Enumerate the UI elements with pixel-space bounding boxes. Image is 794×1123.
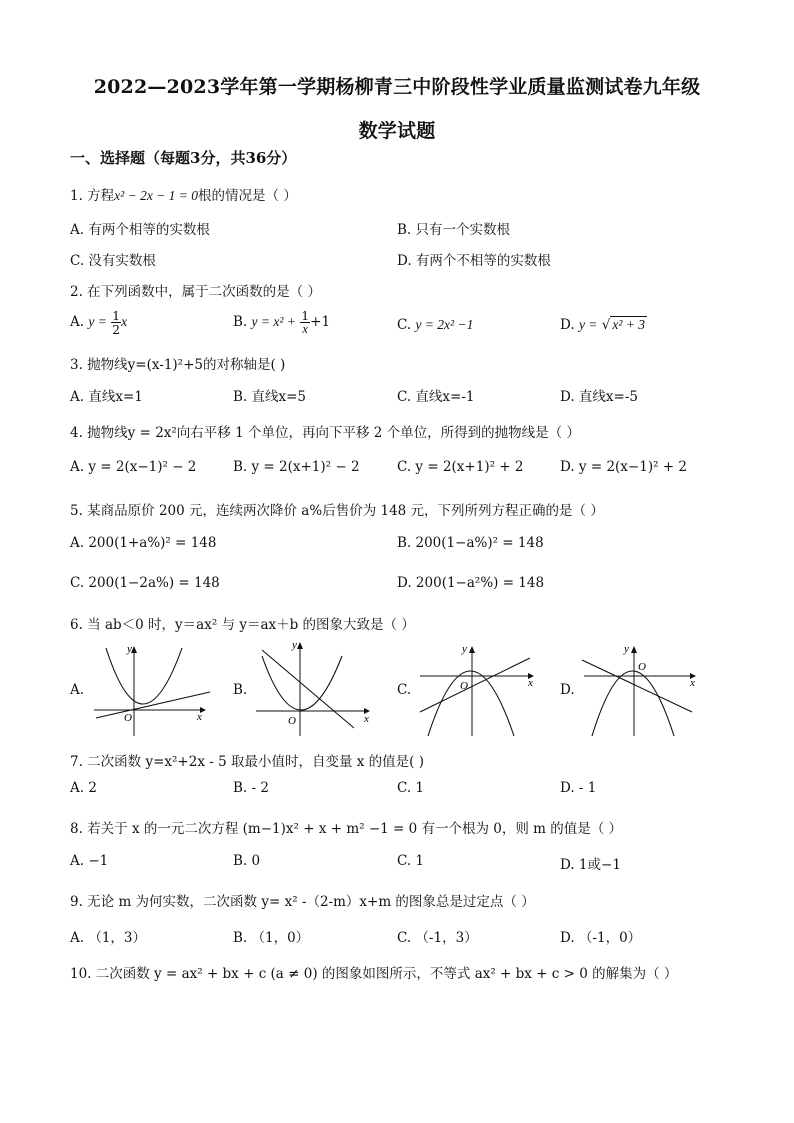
q5-option-b[interactable]: B. 200(1−a%)² = 148 [397,535,544,551]
q6-graph-b[interactable] [250,636,380,740]
question-6-stem: 6. 当 ab＜0 时，y＝ax² 与 y＝ax＋b 的图象大致是（ ） [70,617,415,633]
question-5-stem: 5. 某商品原价 200 元，连续两次降价 a%后售价为 148 元，下列所列方程正确的是（ ） [70,503,604,519]
parabola [106,648,182,704]
y-arrow-icon [469,646,475,653]
line [582,660,692,712]
q7-option-a[interactable]: A. 2 [70,780,97,796]
q8-option-b[interactable]: B. 0 [233,853,261,869]
q6-option-a-label[interactable]: A. [70,682,85,698]
q7-option-d[interactable]: D. - 1 [560,780,597,796]
question-10-stem: 10. 二次函数 y = ax² + bx + c (a ≠ 0) 的图象如图所示，不等式 ax² + bx + c > 0 的解集为（ ） [70,966,678,982]
origin-label: O [124,712,132,724]
q3-option-a[interactable]: A. 直线x=1 [70,389,143,405]
q1-option-b[interactable]: B. 只有一个实数根 [397,222,511,238]
q2-option-a[interactable]: A. y = $\frac{1}{2}$ x [70,308,128,338]
origin-label: O [460,680,468,692]
q4-option-c[interactable]: C. y = 2(x+1)² + 2 [397,459,524,475]
question-3-stem: 3. 抛物线y=(x-1)²+5的对称轴是( ) [70,357,286,373]
q1-option-d[interactable]: D. 有两个不相等的实数根 [397,253,551,269]
y-axis-label: y [127,643,132,655]
q9-option-b[interactable]: B. （1，0） [233,930,310,946]
sqrt-icon: √ [601,317,611,333]
parabola [428,671,514,736]
q3-option-b[interactable]: B. 直线x=5 [233,389,307,405]
q2-option-d[interactable]: D. y = √ x² + 3 [560,317,645,333]
line [96,692,210,718]
q4-option-b[interactable]: B. y = 2(x+1)² − 2 [233,459,360,475]
q6-graph-c[interactable] [414,640,544,740]
question-8-stem: 8. 若关于 x 的一元二次方程 (m−1)x² + x + m² −1 = 0 有一个根为 0，则 m 的值是（ ） [70,821,623,837]
q4-option-d[interactable]: D. y = 2(x−1)² + 2 [560,459,687,475]
q3-option-c[interactable]: C. 直线x=-1 [397,389,475,405]
q5-option-c[interactable]: C. 200(1−2a%) = 148 [70,575,220,591]
q7-option-b[interactable]: B. - 2 [233,780,269,796]
y-arrow-icon [297,642,303,649]
origin-label: O [288,715,296,727]
y-axis-label: y [462,643,467,655]
y-arrow-icon [631,646,637,653]
q5-option-d[interactable]: D. 200(1−a²%) = 148 [397,575,545,591]
q1-option-c[interactable]: C. 没有实数根 [70,253,156,269]
question-4-stem: 4. 抛物线y = 2x²向右平移 1 个单位，再向下平移 2 个单位，所得到的抛物线是（ ） [70,425,580,441]
parabola [592,671,674,736]
q1-option-a[interactable]: A. 有两个相等的实数根 [70,222,210,238]
q9-option-c[interactable]: C. （-1，3） [397,930,478,946]
q4-option-a[interactable]: A. y = 2(x−1)² − 2 [70,459,197,475]
question-1-stem: 1. 方程x² − 2x − 1 = 0根的情况是（ ） [70,188,297,204]
q6-option-b-label[interactable]: B. [233,682,248,698]
q6-graph-d[interactable] [578,640,708,740]
exam-subtitle: 数学试题 [358,120,436,142]
q8-option-d[interactable]: D. 1或−1 [560,857,621,873]
q6-option-d-label[interactable]: D. [560,682,575,698]
section-heading: 一、选择题（每题3分，共36分） [70,149,297,167]
parabola [262,656,342,710]
x-axis-label: x [690,677,695,689]
y-arrow-icon [131,646,137,653]
q1-equation: x² − 2x − 1 = 0 [114,188,199,203]
q2-a-fraction: $\frac{1}{2}$ [112,308,121,338]
x-axis-label: x [197,711,202,723]
question-2-stem: 2. 在下列函数中，属于二次函数的是（ ） [70,284,321,300]
exam-title: 2022—2023学年第一学期杨柳青三中阶段性学业质量监测试卷九年级 [93,76,701,98]
y-axis-label: y [292,639,297,651]
q5-option-a[interactable]: A. 200(1+a%)² = 148 [70,535,217,551]
q7-option-c[interactable]: C. 1 [397,780,425,796]
x-axis-label: x [528,677,533,689]
q9-option-a[interactable]: A. （1，3） [70,930,147,946]
q2-b-fraction: $\frac{1}{x}$ [301,308,310,337]
question-7-stem: 7. 二次函数 y=x²+2x - 5 取最小值时，自变量 x 的值是( ) [70,754,424,770]
question-9-stem: 9. 无论 m 为何实数，二次函数 y= x² -（2-m）x+m 的图象总是过定点（ ） [70,894,535,910]
q8-option-c[interactable]: C. 1 [397,853,425,869]
q6-graph-a[interactable] [88,640,218,740]
origin-label: O [638,661,646,673]
q9-option-d[interactable]: D. （-1，0） [560,930,642,946]
q8-option-a[interactable]: A. −1 [70,853,109,869]
q2-option-b[interactable]: B. y = x² + $\frac{1}{x}$ +1 [233,308,331,337]
q2-option-c[interactable]: C. y = 2x² −1 [397,317,474,333]
x-axis-label: x [364,713,369,725]
q6-option-c-label[interactable]: C. [397,682,412,698]
q3-option-d[interactable]: D. 直线x=-5 [560,389,639,405]
line [420,658,530,712]
y-axis-label: y [624,643,629,655]
